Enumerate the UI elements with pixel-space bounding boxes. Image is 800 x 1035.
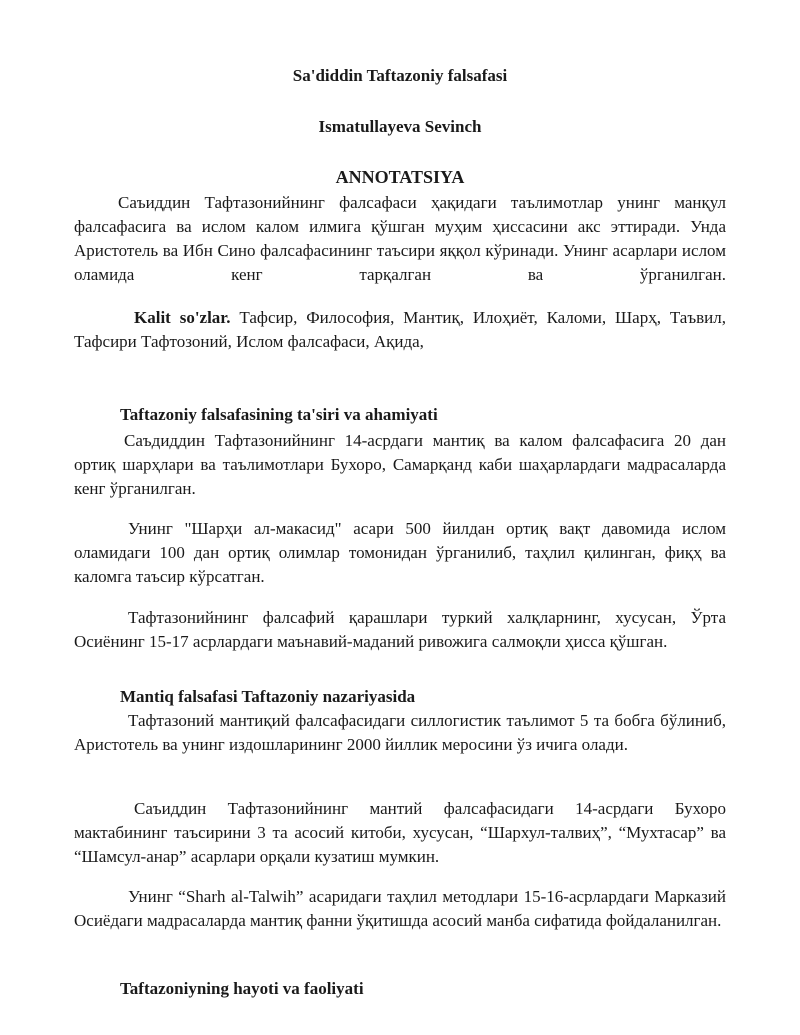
- section-heading-logic: Mantiq falsafasi Taftazoniy nazariyasida: [120, 687, 416, 706]
- keywords-list: Тафсир, Философия, Мантиқ, Илоҳиёт, Каломи, Шарҳ, Таъвил, Тафсири Тафтозоний, Ислом фалсафаси, Ақида,: [74, 308, 726, 351]
- paragraph-turkic-influence: Тафтазонийнинг фалсафий қарашлари туркий халқларнинг, хусусан, Ўрта Осиёнинг 15-17 асрлардаги маънавий-маданий ривожига салмоқли ҳисса қўшган.: [74, 608, 726, 651]
- paragraph-bukhara-school: Саъиддин Тафтазонийнинг мантий фалсафасидаги 14-асрдаги Бухоро мактабининг таъсирини 3 та асосий китоби, хусусан, “Шархул-талвиҳ”, “Мухтасар” ва “Шамсул-анар” асарлари орқали кузатиш мумкин.: [74, 799, 726, 866]
- document-title: Sa'diddin Taftazoniy falsafasi: [292, 66, 508, 85]
- keywords-paragraph: [74, 306, 726, 354]
- paragraph-sharh-al-maqasid: Унинг "Шарҳи ал-макасид" асари 500 йилдан ортиқ вақт давомида ислом оламидаги 100 дан ортиқ олимлар томонидан ўрганилиб, таҳлил қилинган, фиқҳ ва каломга таъсир кўрсатган.: [74, 519, 726, 586]
- paragraph-sharh-al-talwih: Унинг “Sharh al-Talwih” асаридаги таҳлил методлари 15-16-асрлардаги Марказий Осиёдаги мадрасаларда мантиқ фанни ўқитишда асосий манба сифатида фойдаланилган.: [74, 887, 726, 930]
- section-heading-biography: Taftazoniyning hayoti va faoliyati: [120, 979, 364, 998]
- author-name: Ismatullayeva Sevinch: [318, 117, 482, 136]
- paragraph-commentaries: Саъдиддин Тафтазонийнинг 14-асрдаги мантиқ ва калом фалсафасига 20 дан ортиқ шарҳлари ва таълимотлари Бухоро, Самарқанд каби шаҳарлардаги мадрасаларда кенг ўрганилган.: [74, 431, 726, 498]
- paragraph-syllogistic: Тафтазоний мантиқий фалсафасидаги силлогистик таълимот 5 та бобга бўлиниб, Аристотель ва унинг издошларининг 2000 йиллик меросини ўз ичига олади.: [74, 711, 726, 754]
- annotation-heading: ANNOTATSIYA: [335, 167, 465, 187]
- section-heading-influence: Taftazoniy falsafasining ta'siri va ahamiyati: [120, 405, 438, 424]
- annotation-paragraph: Саъиддин Тафтазонийнинг фалсафаси ҳақидаги таълимотлар унинг манқул фалсафасига ва ислом калом илмига қўшган муҳим ҳиссасини акс эттиради. Унда Аристотель ва Ибн Сино фалсафасининг таъсири яққол кўринади. Унинг асарлари ислом оламида кенг тарқалган ва ўрганилган.: [74, 193, 726, 284]
- keywords-label: Kalit so'zlar.: [134, 308, 231, 327]
